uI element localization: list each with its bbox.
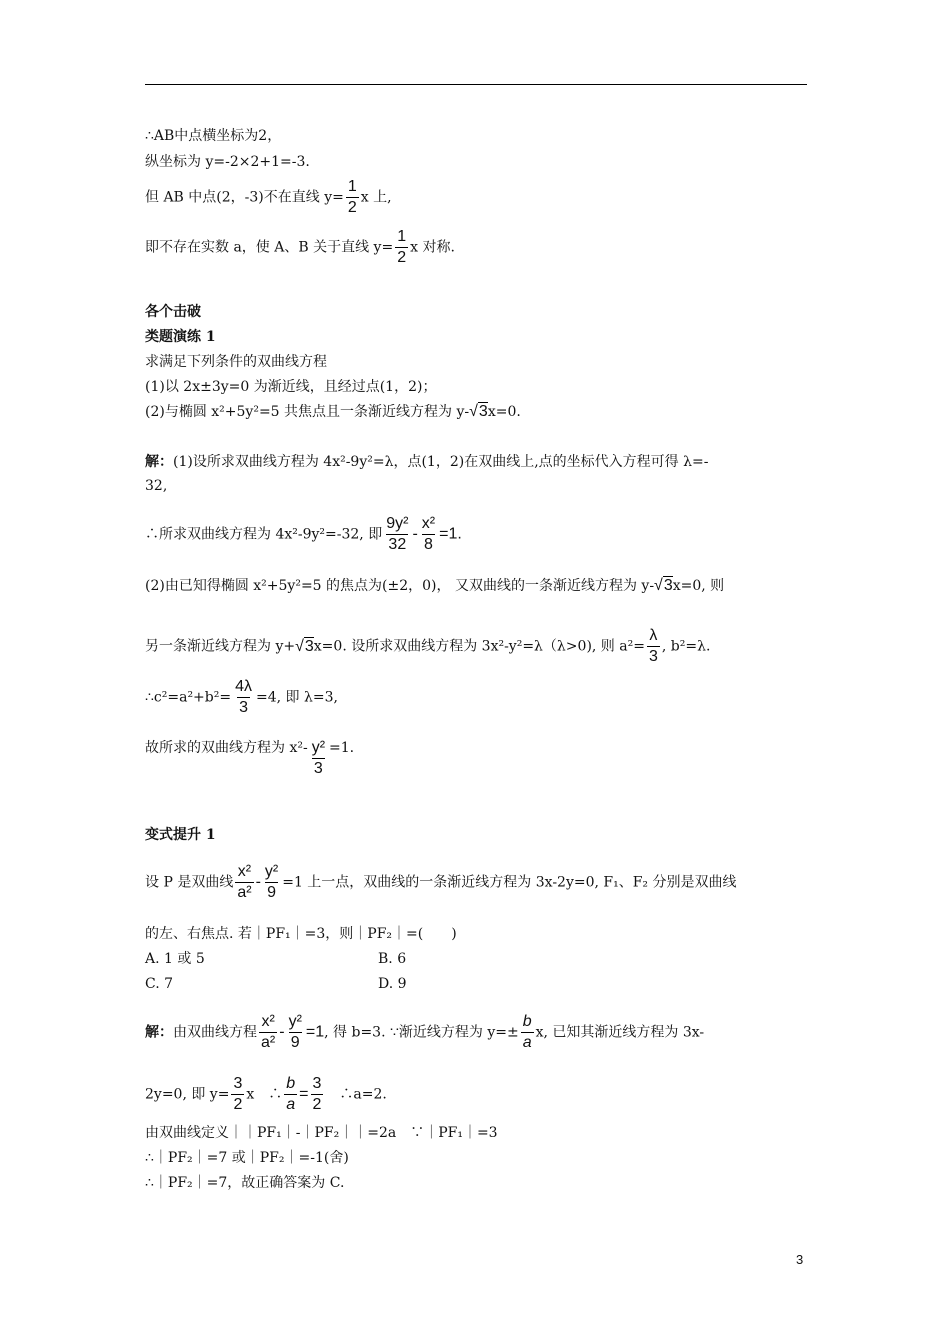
text-line: 求满足下列条件的双曲线方程: [145, 354, 327, 370]
text-segment: x, 已知其渐近线方程为 3x-: [535, 1024, 705, 1041]
option-c: C. 7: [145, 976, 174, 992]
denominator: a²: [261, 1034, 276, 1051]
denominator: 2: [233, 1096, 243, 1113]
text-segment: 另一条渐近线方程为 y+: [145, 638, 296, 655]
text-line: ∴｜PF₂｜=7，故正确答案为 C.: [145, 1175, 345, 1191]
text-line: 由双曲线定义｜｜PF₁｜-｜PF₂｜｜=2a ∵｜PF₁｜=3: [145, 1125, 498, 1141]
text-line: [145, 452, 708, 472]
section-heading: 各个击破: [145, 304, 201, 320]
text-line: [145, 1074, 387, 1115]
text-segment: =4, 即 λ=3,: [256, 689, 338, 706]
text-segment: (2)由已知得椭圆 x²+5y²=5 的焦点为(±2，0)， 又双曲线的一条渐近线方程为 y-: [145, 578, 655, 594]
fraction: [310, 738, 327, 779]
numerator: b: [522, 1013, 532, 1030]
denominator: 8: [423, 536, 433, 553]
fraction: [346, 177, 359, 218]
option-d: D. 9: [378, 976, 407, 992]
text-segment: (2)与椭圆 x²+5y²=5 共焦点且一条渐近线方程为 y-: [145, 404, 470, 420]
numerator: 4λ: [235, 678, 252, 695]
text-segment: 由双曲线方程: [173, 1024, 257, 1041]
fraction: [395, 227, 408, 268]
numerator: b: [286, 1075, 296, 1092]
numerator: y²: [264, 863, 279, 880]
denominator: 3: [313, 760, 323, 777]
text-line: (1)以 2x±3y=0 为渐近线，且经过点(1，2)；: [145, 379, 437, 395]
fraction: [263, 862, 280, 903]
numerator: x²: [237, 863, 252, 880]
section-heading: 变式提升 1: [145, 827, 216, 843]
text-segment: , 得 b=3. ∵渐近线方程为 y=±: [324, 1024, 519, 1041]
fraction: [259, 1012, 277, 1053]
radicand: 3: [478, 403, 488, 420]
fraction: [284, 1074, 297, 1115]
text-line: [145, 1012, 704, 1053]
text-segment: x ∴: [246, 1086, 283, 1103]
minus-sign: -: [279, 1023, 285, 1041]
radicand: 3: [663, 577, 673, 594]
fraction: [235, 862, 253, 903]
denominator: a: [286, 1096, 296, 1113]
section-heading: 类题演练 1: [145, 329, 216, 345]
text-line: [145, 177, 392, 218]
text-segment: ∴所求双曲线方程为 4x²-9y²=-32, 即: [145, 526, 383, 543]
fraction: [647, 626, 660, 667]
text-line: [145, 402, 521, 422]
text-segment: 即不存在实数 a，使 A、B 关于直线 y=: [145, 239, 394, 256]
text-segment: =1: [305, 1023, 325, 1041]
denominator: 3: [239, 699, 248, 716]
numerator: 1: [397, 228, 407, 245]
text-line: [145, 738, 354, 779]
fraction: [233, 677, 254, 718]
minus-sign: -: [255, 873, 261, 891]
text-line: 32,: [145, 478, 168, 494]
header-rule: [145, 84, 807, 85]
minus-sign: -: [412, 525, 418, 543]
text-segment: =1.: [439, 525, 462, 543]
numerator: λ: [649, 627, 658, 644]
text-segment: =1.: [329, 740, 355, 756]
page-number: 3: [796, 1252, 804, 1267]
numerator: x²: [261, 1013, 275, 1030]
text-line: [145, 677, 338, 718]
fraction: [311, 1074, 324, 1115]
numerator: 9y²: [386, 515, 409, 532]
fraction: [384, 514, 410, 555]
denominator: 2: [397, 249, 407, 266]
numerator: 3: [312, 1075, 322, 1092]
radicand: 3: [304, 637, 314, 655]
text-segment: 但 AB 中点(2，-3)不在直线 y=: [145, 189, 344, 206]
equals-sign: =: [299, 1085, 309, 1103]
denominator: a: [522, 1034, 532, 1051]
sqrt: √3: [295, 637, 314, 655]
fraction: [231, 1074, 244, 1115]
text-segment: =1 上一点，双曲线的一条渐近线方程为 3x-2y=0, F₁、F₂ 分别是双曲线: [282, 874, 737, 891]
denominator: 9: [290, 1034, 300, 1051]
text-line: ∴｜PF₂｜=7 或｜PF₂｜=-1(舍): [145, 1150, 349, 1166]
text-line: 纵坐标为 y=-2×2+1=-3.: [145, 154, 310, 170]
sqrt: √3: [469, 403, 488, 420]
text-line: [145, 227, 455, 268]
denominator: 32: [388, 536, 407, 553]
text-segment: (1)设所求双曲线方程为 4x²-9y²=λ，点(1，2)在双曲线上,点的坐标代入方程可得 λ=-: [173, 454, 709, 470]
option-a: A. 1 或 5: [145, 951, 205, 967]
text-line: [145, 514, 462, 555]
fraction: [420, 514, 437, 555]
text-segment: ∴c²=a²+b²=: [145, 689, 232, 706]
text-segment: x=0, 则: [672, 578, 725, 594]
text-segment: 设 P 是双曲线: [145, 874, 234, 891]
text-segment: x=0. 设所求双曲线方程为 3x²-y²=λ（λ>0), 则 a²=: [313, 638, 645, 655]
solution-label: 解：: [145, 454, 173, 470]
numerator: y²: [288, 1013, 302, 1030]
solution-label: 解：: [145, 1024, 173, 1041]
fraction: [287, 1012, 304, 1053]
option-b: B. 6: [378, 951, 407, 967]
text-segment: , b²=λ.: [661, 638, 711, 655]
text-segment: x 上,: [360, 189, 392, 206]
text-segment: ∴a=2.: [325, 1086, 387, 1103]
text-line: [145, 862, 737, 903]
text-segment: x=0.: [487, 404, 521, 420]
text-line: 的左、右焦点. 若｜PF₁｜=3，则｜PF₂｜=( ): [145, 926, 457, 942]
text-segment: 故所求的双曲线方程为 x²-: [145, 740, 308, 756]
denominator: a²: [237, 884, 252, 901]
numerator: 1: [347, 178, 357, 195]
numerator: x²: [421, 515, 436, 532]
denominator: 3: [648, 648, 658, 665]
text-line: [145, 576, 724, 596]
denominator: 9: [267, 884, 276, 901]
text-segment: x 对称.: [410, 239, 455, 256]
sqrt: √3: [654, 577, 673, 594]
text-segment: 2y=0, 即 y=: [145, 1086, 230, 1103]
denominator: 2: [347, 199, 357, 216]
denominator: 2: [312, 1096, 322, 1113]
fraction: [521, 1012, 534, 1053]
numerator: 3: [233, 1075, 243, 1092]
text-line: [145, 626, 710, 667]
numerator: y²: [311, 739, 326, 756]
text-line: ∴AB中点横坐标为2，: [145, 128, 282, 144]
